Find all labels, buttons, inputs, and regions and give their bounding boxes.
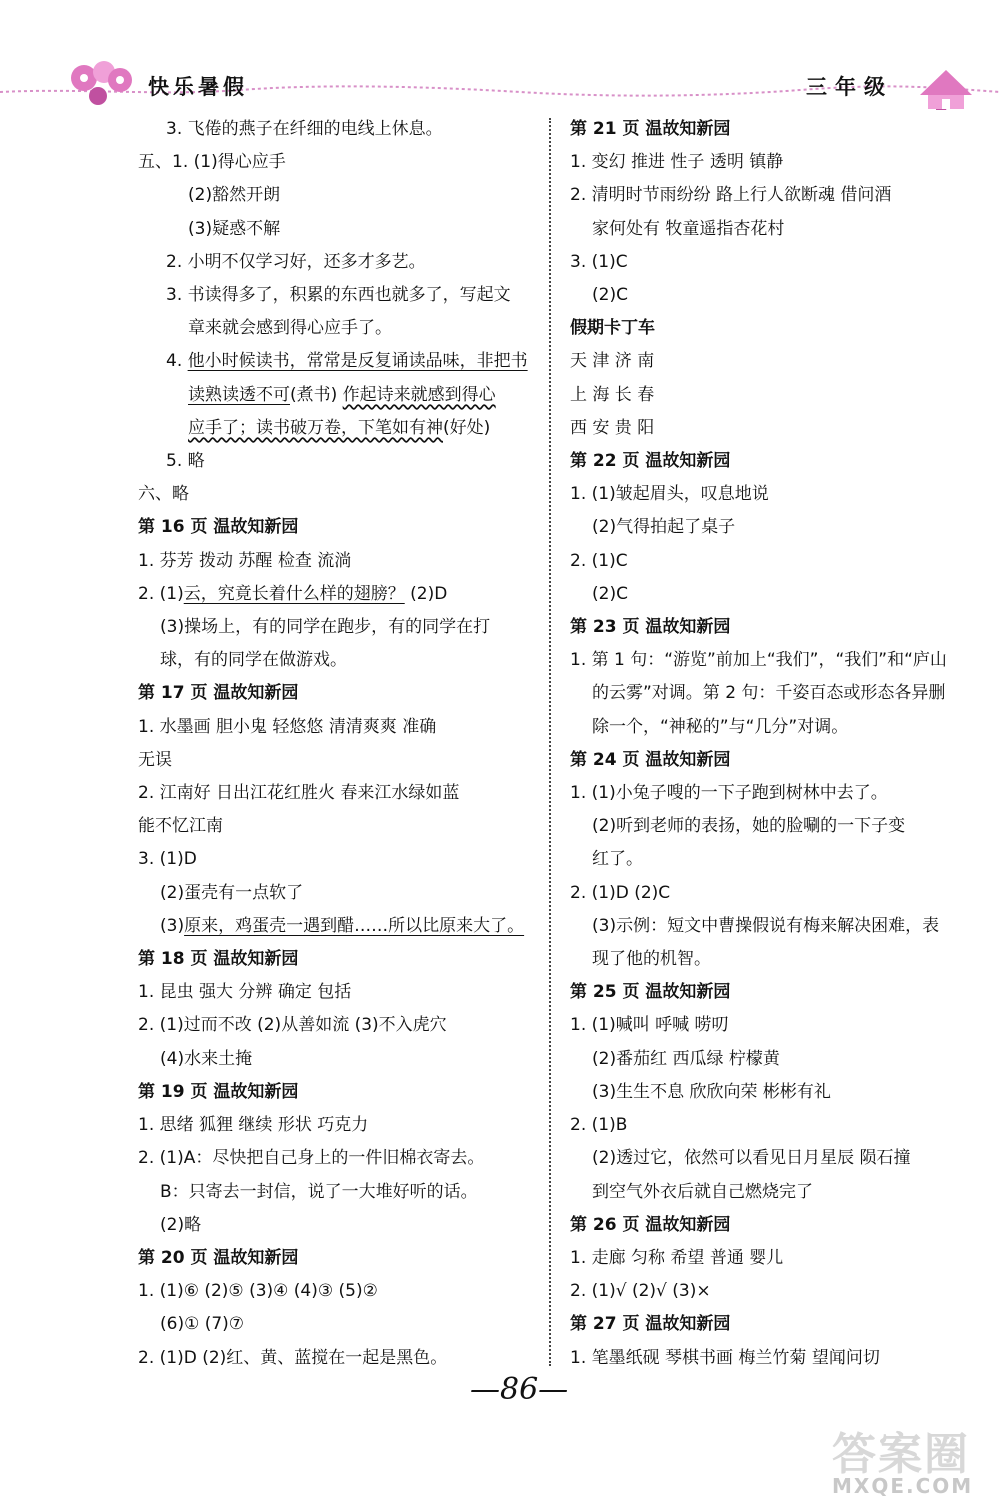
answer-text: 假期卡丁车 bbox=[570, 318, 655, 339]
section-heading bbox=[570, 611, 970, 644]
answer-text: 2. (1)C bbox=[570, 550, 628, 571]
section-heading bbox=[570, 1308, 970, 1341]
answer-text: 第 26 页 温故知新园 bbox=[570, 1214, 731, 1235]
answer-line bbox=[570, 877, 970, 910]
answer-line bbox=[570, 1176, 970, 1209]
answer-text: (2)气得拍起了桌子 bbox=[592, 517, 736, 538]
answer-line bbox=[138, 113, 528, 146]
answer-text: (3)生生不息 欣欣向荣 彬彬有礼 bbox=[592, 1081, 831, 1102]
answer-text: 1. 走廊 匀称 希望 普通 婴儿 bbox=[570, 1247, 784, 1268]
answer-line bbox=[570, 578, 970, 611]
answer-text: (2)番茄红 西瓜绿 柠檬黄 bbox=[592, 1048, 780, 1069]
answer-text: B：只寄去一封信，说了一大堆好听的话。 bbox=[160, 1181, 478, 1202]
answer-text: 云，究竟长着什么样的翅膀？ bbox=[183, 583, 405, 604]
answer-text: 3. 书读得多了，积累的东西也就多了，写起文 bbox=[166, 285, 511, 306]
answer-line bbox=[570, 1342, 970, 1375]
answer-text: 第 21 页 温故知新园 bbox=[570, 119, 731, 139]
answer-text: 第 16 页 温故知新园 bbox=[138, 517, 299, 538]
answer-text: 除一个，“神秘的”与“几分”对调。 bbox=[592, 716, 849, 737]
answer-text: 他小时候读书，常常是反复诵读品味，非把书 bbox=[187, 351, 528, 372]
answer-text: 1. 变幻 推进 性子 透明 镇静 bbox=[570, 152, 784, 173]
answer-text: 第 24 页 温故知新园 bbox=[570, 749, 731, 770]
answer-text: 第 22 页 温故知新园 bbox=[570, 451, 731, 472]
answer-line bbox=[138, 1342, 528, 1375]
answer-line bbox=[138, 711, 528, 744]
answer-text: 作起诗来就感到得心 bbox=[342, 384, 496, 405]
section-heading bbox=[570, 1209, 970, 1242]
answer-text: (6)① (7)⑦ bbox=[160, 1314, 245, 1335]
answer-line bbox=[570, 1109, 970, 1142]
answer-text: 4. bbox=[166, 351, 188, 372]
answer-line bbox=[138, 1009, 528, 1042]
answer-line bbox=[138, 877, 528, 910]
answer-text: 第 27 页 温故知新园 bbox=[570, 1314, 731, 1335]
answer-text: 1. (1)⑥ (2)⑤ (3)④ (4)③ (5)② bbox=[138, 1281, 378, 1302]
book-title: 快乐暑假 bbox=[148, 75, 248, 99]
answer-text: (2)C bbox=[592, 285, 628, 306]
answer-text: 1. 思绪 狐狸 继续 形状 巧克力 bbox=[138, 1115, 369, 1136]
answer-text: 1. 水墨画 胆小鬼 轻悠悠 清清爽爽 准确 bbox=[138, 716, 437, 737]
answer-line bbox=[570, 1242, 970, 1275]
answer-text: 应手了；读书破万卷，下笔如有神 bbox=[188, 417, 443, 438]
watermark-logo: 答案圈 bbox=[832, 1429, 970, 1480]
answer-text: 2. 江南好 日出江花红胜火 春来江水绿如蓝 bbox=[138, 783, 460, 804]
answer-text: 的云雾”对调。第 2 句：千姿百态或形态各异删 bbox=[592, 683, 946, 704]
answer-text: 1. 芬芳 拨动 苏醒 检查 流淌 bbox=[138, 550, 352, 571]
section-heading bbox=[138, 943, 528, 976]
watermark-url: MXQE.COM bbox=[832, 1474, 974, 1498]
answer-text: 2. (1)D (2)C bbox=[570, 882, 671, 903]
answer-text: 2. 清明时节雨纷纷 路上行人欲断魂 借问酒 bbox=[570, 185, 892, 206]
answer-line bbox=[138, 445, 528, 478]
section-heading bbox=[138, 1242, 528, 1275]
answer-line bbox=[570, 1142, 970, 1175]
answer-text: 现了他的机智。 bbox=[592, 949, 711, 970]
section-heading bbox=[138, 677, 528, 710]
section-heading bbox=[138, 511, 528, 544]
answer-line bbox=[570, 279, 970, 312]
answer-text: 红了。 bbox=[592, 849, 643, 870]
answer-line bbox=[138, 478, 528, 511]
answer-text: 章来就会感到得心应手了。 bbox=[188, 318, 392, 339]
answer-line bbox=[138, 1043, 528, 1076]
answer-text: 2. (1)A：尽快把自己身上的一件旧棉衣寄去。 bbox=[138, 1148, 485, 1169]
answer-text: 天 津 济 南 bbox=[570, 351, 655, 372]
answer-line bbox=[570, 511, 970, 544]
answer-line bbox=[570, 1076, 970, 1109]
answer-text: 读熟读透不可 bbox=[188, 384, 290, 405]
answer-text: 2. (1)√ (2)√ (3)× bbox=[570, 1281, 711, 1302]
flower-icon bbox=[71, 61, 132, 105]
answer-text: 五、1. (1)得心应手 bbox=[138, 152, 286, 173]
answer-line bbox=[138, 777, 528, 810]
answer-line bbox=[138, 545, 528, 578]
answer-text: (3) bbox=[160, 915, 185, 936]
left-column bbox=[138, 113, 528, 1375]
grade-label: 三年级 bbox=[806, 75, 893, 99]
answer-text: 2. 小明不仅学习好，还多才多艺。 bbox=[166, 251, 426, 272]
section-heading bbox=[570, 445, 970, 478]
answer-line bbox=[570, 146, 970, 179]
answer-line bbox=[570, 910, 970, 943]
page-number: —86— bbox=[470, 1372, 569, 1407]
page-header bbox=[0, 0, 1000, 120]
answer-line bbox=[570, 478, 970, 511]
answer-text: (2)D bbox=[404, 583, 448, 604]
answer-text: (3)操场上，有的同学在跑步，有的同学在打 bbox=[160, 617, 491, 638]
answer-text: 1. (1)皱起眉头，叹息地说 bbox=[570, 484, 769, 505]
answer-text: 六、略 bbox=[138, 484, 189, 505]
answer-line bbox=[138, 379, 528, 412]
answer-line bbox=[570, 943, 970, 976]
answer-line bbox=[138, 279, 528, 312]
answer-text: 球，有的同学在做游戏。 bbox=[160, 650, 347, 671]
answer-line bbox=[138, 611, 528, 644]
answer-text: (2)透过它，依然可以看见日月星辰 陨石撞 bbox=[592, 1148, 911, 1169]
answer-text: (好处) bbox=[443, 417, 491, 438]
answer-text: 3. (1)D bbox=[138, 849, 197, 870]
answer-text: 1. 第 1 句：“游览”前加上“我们”，“我们”和“庐山 bbox=[570, 650, 947, 671]
answer-text: 上 海 长 春 bbox=[570, 384, 655, 405]
answer-line bbox=[570, 379, 970, 412]
answer-line bbox=[570, 213, 970, 246]
answer-text: 第 17 页 温故知新园 bbox=[138, 683, 299, 704]
answer-text: 能不忆江南 bbox=[138, 816, 223, 837]
answer-line bbox=[138, 179, 528, 212]
answer-line bbox=[570, 412, 970, 445]
column-divider bbox=[549, 118, 551, 1366]
answer-text: 第 20 页 温故知新园 bbox=[138, 1247, 299, 1268]
answer-line bbox=[570, 345, 970, 378]
answer-line bbox=[138, 810, 528, 843]
answer-text: 3. (1)C bbox=[570, 251, 628, 272]
house-icon bbox=[920, 70, 972, 110]
answer-text: (2)蛋壳有一点软了 bbox=[160, 882, 304, 903]
answer-line bbox=[570, 1275, 970, 1308]
answer-text: 1. (1)喊叫 呼喊 唠叨 bbox=[570, 1015, 729, 1036]
answer-text: (2)听到老师的表扬，她的脸唰的一下子变 bbox=[592, 816, 906, 837]
answer-text: 2. (1) bbox=[138, 583, 184, 604]
answer-line bbox=[138, 312, 528, 345]
answer-line bbox=[138, 1308, 528, 1341]
answer-text: 1. (1)小兔子嗖的一下子跑到树林中去了。 bbox=[570, 783, 888, 804]
answer-line bbox=[138, 146, 528, 179]
answer-text: 3. 飞倦的燕子在纤细的电线上休息。 bbox=[166, 119, 443, 139]
section-heading bbox=[570, 312, 970, 345]
answer-text: 1. 笔墨纸砚 琴棋书画 梅兰竹菊 望闻问切 bbox=[570, 1347, 880, 1368]
answer-line bbox=[138, 1142, 528, 1175]
answer-text: 第 19 页 温故知新园 bbox=[138, 1081, 299, 1102]
section-heading bbox=[570, 113, 970, 146]
answer-line bbox=[138, 1109, 528, 1142]
answer-line bbox=[138, 744, 528, 777]
answer-line bbox=[570, 777, 970, 810]
right-column bbox=[570, 113, 970, 1375]
answer-text: 2. (1)B bbox=[570, 1115, 628, 1136]
answer-line bbox=[138, 345, 528, 378]
answer-line bbox=[570, 711, 970, 744]
answer-line bbox=[138, 1176, 528, 1209]
answer-line bbox=[138, 843, 528, 876]
answer-line bbox=[570, 545, 970, 578]
answer-line bbox=[138, 644, 528, 677]
answer-line bbox=[138, 246, 528, 279]
section-heading bbox=[570, 744, 970, 777]
answer-line bbox=[138, 412, 528, 445]
section-heading bbox=[138, 1076, 528, 1109]
answer-text: 到空气外衣后就自己燃烧完了 bbox=[592, 1181, 813, 1202]
answer-text: 第 25 页 温故知新园 bbox=[570, 982, 731, 1003]
answer-text: (4)水来土掩 bbox=[160, 1048, 253, 1069]
answer-line bbox=[138, 910, 528, 943]
answer-text: 5. 略 bbox=[166, 451, 205, 472]
answer-text: 原来，鸡蛋壳一遇到醋……所以比原来大了。 bbox=[184, 915, 525, 936]
header-decoration bbox=[0, 0, 1000, 120]
answer-line bbox=[138, 1275, 528, 1308]
answer-text: 家何处有 牧童遥指杏花村 bbox=[592, 218, 785, 239]
answer-text: (煮书) bbox=[290, 384, 343, 405]
answer-line bbox=[570, 843, 970, 876]
answer-text: 2. (1)D (2)红、黄、蓝搅在一起是黑色。 bbox=[138, 1347, 448, 1368]
answer-text: 第 18 页 温故知新园 bbox=[138, 949, 299, 970]
answer-text: 2. (1)过而不改 (2)从善如流 (3)不入虎穴 bbox=[138, 1015, 447, 1036]
answer-text: 西 安 贵 阳 bbox=[570, 417, 655, 438]
answer-text: 1. 昆虫 强大 分辨 确定 包括 bbox=[138, 982, 352, 1003]
answer-text: (3)疑惑不解 bbox=[188, 218, 281, 239]
answer-line bbox=[138, 578, 528, 611]
answer-line bbox=[138, 1209, 528, 1242]
answer-line bbox=[570, 246, 970, 279]
answer-text: 第 23 页 温故知新园 bbox=[570, 617, 731, 638]
section-heading bbox=[570, 976, 970, 1009]
answer-line bbox=[570, 1009, 970, 1042]
answer-line bbox=[570, 644, 970, 677]
answer-text: (3)示例：短文中曹操假说有梅来解决困难，表 bbox=[592, 915, 940, 936]
answer-text: (2)C bbox=[592, 583, 628, 604]
answer-line bbox=[570, 677, 970, 710]
answer-line bbox=[138, 976, 528, 1009]
answer-line bbox=[570, 179, 970, 212]
answer-text: (2)略 bbox=[160, 1214, 202, 1235]
answer-line bbox=[138, 213, 528, 246]
answer-line bbox=[570, 810, 970, 843]
answer-text: 无误 bbox=[138, 749, 172, 770]
answer-text: (2)豁然开朗 bbox=[188, 185, 281, 206]
answer-line bbox=[570, 1043, 970, 1076]
